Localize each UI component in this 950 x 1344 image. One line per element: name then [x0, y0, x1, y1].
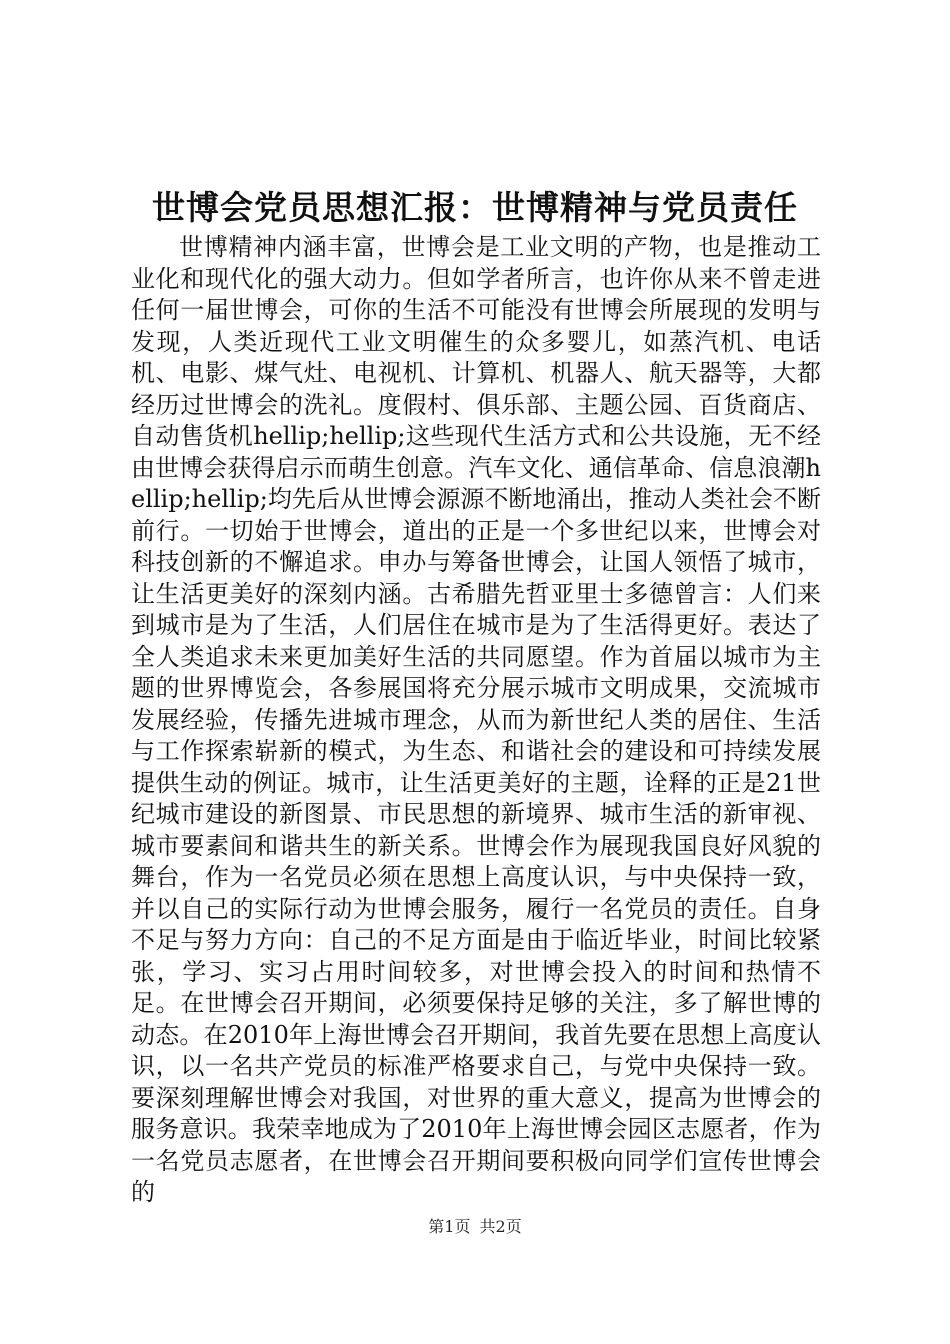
page-total: 共2页	[479, 1217, 522, 1236]
page-footer	[0, 1216, 950, 1238]
page-number: 第1页	[428, 1217, 471, 1236]
document-body: 世博精神内涵丰富，世博会是工业文明的产物，也是推动工业化和现代化的强大动力。但如学者所言，也许你从来不曾走进任何一届世博会，可你的生活不可能没有世博会所展现的发明与发现，人类近现代工业文明催生的众多婴儿，如蒸汽机、电话机、电影、煤气灶、电视机、计算机、机器人、航天器等，大都经历过世博会的洗礼。度假村、俱乐部、主题公园、百货商店、自动售货机hellip;hellip;这些现代生活方式和公共设施，无不经由世博会获得启示而萌生创意。汽车文化、通信革命、信息浪潮hellip;hellip;均先后从世博会源源不断地涌出，推动人类社会不断前行。一切始于世博会，道出的正是一个多世纪以来，世博会对科技创新的不懈追求。申办与筹备世博会，让国人领悟了城市，让生活更美好的深刻内涵。古希腊先哲亚里士多德曾言：人们来到城市是为了生活，人们居住在城市是为了生活得更好。表达了全人类追求未来更加美好生活的共同愿望。作为首届以城市为主题的世界博览会，各参展国将充分展示城市文明成果，交流城市发展经验，传播先进城市理念，从而为新世纪人类的居住、生活与工作探索崭新的模式，为生态、和谐社会的建设和可持续发展提供生动的例证。城市，让生活更美好的主题，诠释的正是21世纪城市建设的新图景、市民思想的新境界、城市生活的新审视、城市要素间和谐共生的新关系。世博会作为展现我国良好风貌的舞台，作为一名党员必须在思想上高度认识，与中央保持一致，并以自己的实际行动为世博会服务，履行一名党员的责任。自身不足与努力方向：自己的不足方面是由于临近毕业，时间比较紧张，学习、实习占用时间较多，对世博会投入的时间和热情不足。在世博会召开期间，必须要保持足够的关注，多了解世博的动态。在2010年上海世博会召开期间，我首先要在思想上高度认识，以一名共产党员的标准严格要求自己，与党中央保持一致。要深刻理解世博会对我国，对世界的重大意义，提高为世博会的服务意识。我荣幸地成为了2010年上海世博会园区志愿者，作为一名党员志愿者，在世博会召开期间要积极向同学们宣传世博会的	[131, 233, 821, 1206]
document-title: 世博会党员思想汇报：世博精神与党员责任	[152, 188, 798, 227]
